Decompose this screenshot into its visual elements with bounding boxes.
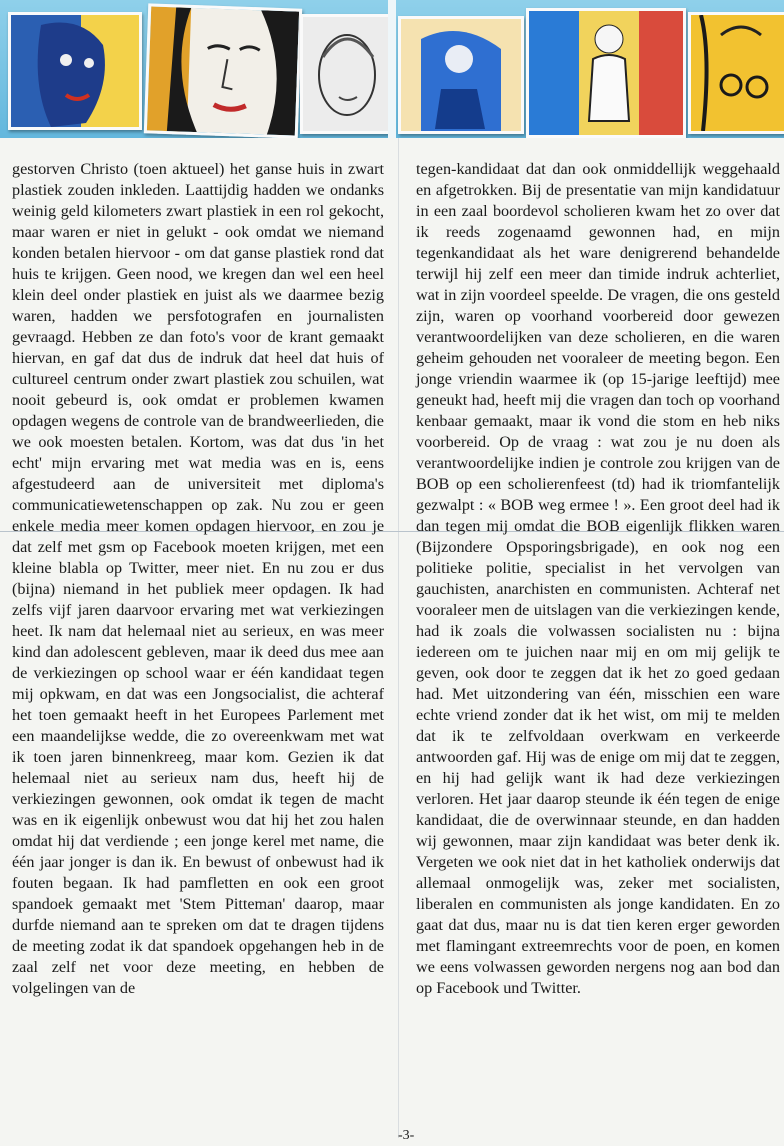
banner-gap: [388, 0, 396, 138]
portrait-face-icon: [303, 17, 389, 131]
left-column: [12, 138, 384, 1020]
right-column: [416, 138, 780, 1020]
artwork-woman-portrait: [144, 3, 302, 138]
page-number: -3-: [398, 1128, 415, 1143]
artwork-sketch-portrait: [300, 14, 392, 134]
artwork-colorful-figure: [526, 8, 686, 138]
figure-icon: [529, 11, 683, 135]
right-column-text: tegen-kandidaat dat dan ook onmiddellijk weggehaald en afgetrokken. Bij de presentatie van mijn kandidatuur in een zaal boordevol scholieren kwam het zo over dat ik reeds zogenaamd gewonnen had, en mijn tegenkandidaat als het ware denigrerend behandelde terwijl hij zelf een meer dan timide indruk achterliet, wat in zijn voordeel speelde. De vragen, die ons gesteld zijn, waren op voorhand voorbereid door gewezen verantwoordelijken van deze scholieren, en die waren geheim gehouden net vooraleer de meeting begon. Een jonge vriendin waarmee ik (op 15-jarige leeftijd) mee geneukt had, heeft mij die vragen dan toch op voorhand kenbaar gemaakt, maar ik vond die stom en heb niks voorbereid. Op de vraag : wat zou je nu doen als verantwoordelijke indien je controle zou krijgen van de BOB op een scholierenfeest (td) had ik triomfantelijk gezwalpt : « BOB weg ermee ! ». Een groot deel had ik dan tegen mij omdat die BOB eigenlijk flikken waren (Bijzondere Opsporingsbrigade), en ook nog een politieke politie, specialist in het vervolgen van gauchisten, anarchisten en communisten. Achteraf net vooraleer men de uitslagen van die verkiezingen kende, had ik zoals die volwassen socialisten nu : bijna iedereen om te juichen naar mij en om mij gelijk te geven, ook door te zeggen dat ik het zo goed gedaan had. Met uitzondering van één, misschien een ware echte vriend zonder dat ik het wist, om mij te melden dat ik te zelfvoldaan overkwam en verkeerde antwoorden gaf. Hij was de enige om mij dat te zeggen, en hij had gelijk want ik had deze verkiezingen verloren. Het jaar daarop steunde ik één tegen de enige kandidaat, die de overwinnaar steunde, en dan hadden wij gewonnen, maar zijn kandidaat was beter denk ik. Vergeten we ook niet dat in het katholiek onderwijs dat allemaal onmogelijk was, zeker met socialisten, liberalen en communisten als jonge kandidaten. En zo gaat dat dus, maar nu is dat tien keren erger geworden met flamingant extreemrechts voor de poen, en komen we eens volwassen geworden nergens nog aan bod dan op Facebook und Twitter.: [416, 160, 780, 997]
header-banner: [0, 0, 784, 138]
column-divider: [398, 138, 399, 1138]
figure-icon: [691, 15, 784, 131]
artwork-blue-figure: [398, 16, 524, 134]
left-column-text: gestorven Christo (toen aktueel) het ganse huis in zwart plastiek zouden inkleden. Laattijdig hadden we ondanks weinig geld kilometers zwart plastiek in een rol gekocht, maar waren er niet in gelukt - ook omdat we niemand konden betalen hiervoor - om dat ganse plastiek rond dat huis te krijgen. Geen nood, we kregen dan wel een heel klein deel onder plastiek en juist als we daarmee bezig waren, hadden we persfotografen en journalisten gevraagd. Hebben ze dan foto's voor de krant gemaakt hiervan, en gaf dat dus de indruk dat heel dat huis of cultureel centrum onder zwart plastiek zou schuilen, wat nooit gebeurd is, ook omdat er problemen kwamen opdagen wegens de controle van de brandweerlieden, die we ook moesten betalen. Kortom, was dat dus 'in het echt' mijn ervaring met wat media was en is, eens afgestudeerd aan de universiteit met diploma's communicatiewetenschappen op zak. Nu zou er geen enkele media meer komen opdagen hiervoor, en zou je dat zelf met gsm op Facebook moeten krijgen, met een kleine blabla op Twitter, meer niet. En nu zou er dus (bijna) niemand in het publiek meer opdagen. Ik had zelfs vijf jaren daarvoor ervaring met wat verkiezingen heet. Ik nam dat helemaal niet au serieux, en was meer kind dan adolescent gebleven, maar ik deed dus mee aan de verkiezingen op school waar er één kandidaat tegen mij opkwam, en dat was een Jongsocialist, die achteraf het toen gemaakt heeft in het Europees Parlement met een maandelijkse wedde, die zo overeenkwam met wat ik toen jaren binnenkreeg, maar kom. Gezien ik dat helemaal niet au serieux nam dus, heeft hij de verkiezingen gewonnen, ook omdat ik tegen de macht was en ik eigenlijk onbewust wou dat hij het zou halen omdat hij dat verdiende ; een jonge kerel met name, die één jaar jonger is dan ik. En bewust of onbewust had ik fouten begaan. Ik had pamfletten en ook een groot spandoek gemaakt met 'Stem Pitteman' daarop, maar durfde niemand aan te spreken om dat te dragen tijdens de meeting zodat ik dat spandoek opgehangen heb in de zaal zelf net voor deze meeting, en hebben de volgelingen van de: [12, 160, 384, 997]
portrait-face-icon: [147, 6, 299, 135]
artwork-yellow-nude: [688, 12, 784, 134]
artwork-blue-portrait: [8, 12, 142, 130]
portrait-face-icon: [11, 15, 139, 127]
figure-icon: [401, 19, 521, 131]
